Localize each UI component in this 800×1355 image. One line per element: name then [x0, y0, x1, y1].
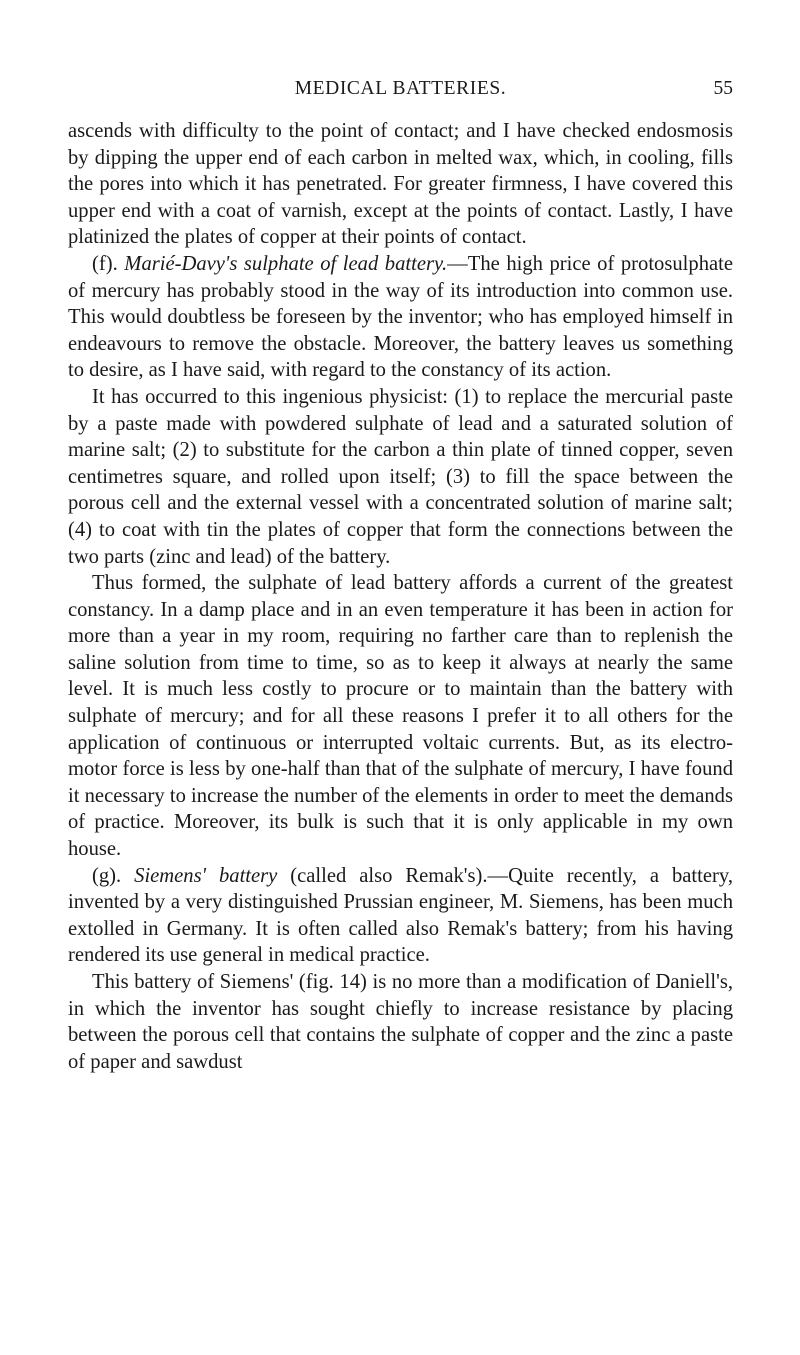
paragraph: Thus formed, the sulphate of lead battery affords a current of the greatest constancy. In a damp place and in an even temperature it has been in action for more than a year in my room, requiring no farther care than to replenish the saline solution from time to time, so as to keep it always at nearly the same level. It is much less costly to procure or to maintain than the battery with sulphate of mercury; and for all these reasons I prefer it to all others for the application of continuous or interrupted voltaic currents. But, as its electro-motor force is less by one-half than that of the sulphate of mercury, I have found it necessary to increase the number of the elements in order to meet the demands of practice. Moreover, its bulk is such that it is only applicable in my own house.	[68, 572, 733, 861]
section-title: Marié-Davy's sulphate of lead battery.	[124, 252, 448, 275]
paragraph-continuation: ascends with difficulty to the point of contact; and I have checked endosmosis by dipping the upper end of each carbon in melted wax, which, in cooling, fills the pores into which it has penetrated. For greater firmness, I have covered this upper end with a coat of varnish, except at the points of contact. Lastly, I have platinized the plates of copper at their points of contact.	[68, 120, 733, 249]
running-head	[68, 0, 733, 112]
section-label: (f).	[92, 252, 118, 275]
section-label: (g).	[92, 864, 122, 887]
body-text	[68, 118, 733, 1075]
paragraph: It has occurred to this ingenious physicist: (1) to replace the mercurial paste by a paste made with powdered sulphate of lead and a saturated solution of marine salt; (2) to substitute for the carbon a thin plate of tinned copper, seven centimetres square, and rolled upon itself; (3) to fill the space between the porous cell and the external vessel with a concentrated solution of marine salt; (4) to coat with tin the plates of copper that form the connections between the two parts (zinc and lead) of the battery.	[68, 385, 733, 568]
running-title: MEDICAL BATTERIES.	[294, 78, 507, 99]
page-number: 55	[713, 78, 733, 99]
paragraph-section-f: (f). Marié-Davy's sulphate of lead battery.—The high price of protosulphate of mercury has probably stood in the way of its introduction into common use. This would doubtless be foreseen by the inventor; who has employed himself in endeavours to remove the obstacle. Moreover, the battery leaves us something to desire, as I have said, with regard to the constancy of its action.	[68, 252, 733, 382]
paragraph: This battery of Siemens' (fig. 14) is no more than a modification of Daniell's, in which the inventor has sought chiefly to increase resistance by placing between the porous cell that contains the sulphate of copper and the zinc a paste of paper and sawdust	[68, 971, 733, 1073]
paragraph-section-g: (g). Siemens' battery (called also Remak's).—Quite recently, a battery, invented by a very distinguished Prussian engineer, M. Siemens, has been much extolled in Germany. It is often called also Remak's battery; from his having rendered its use general in medical practice.	[68, 864, 733, 967]
section-title: Siemens' battery	[134, 864, 278, 887]
